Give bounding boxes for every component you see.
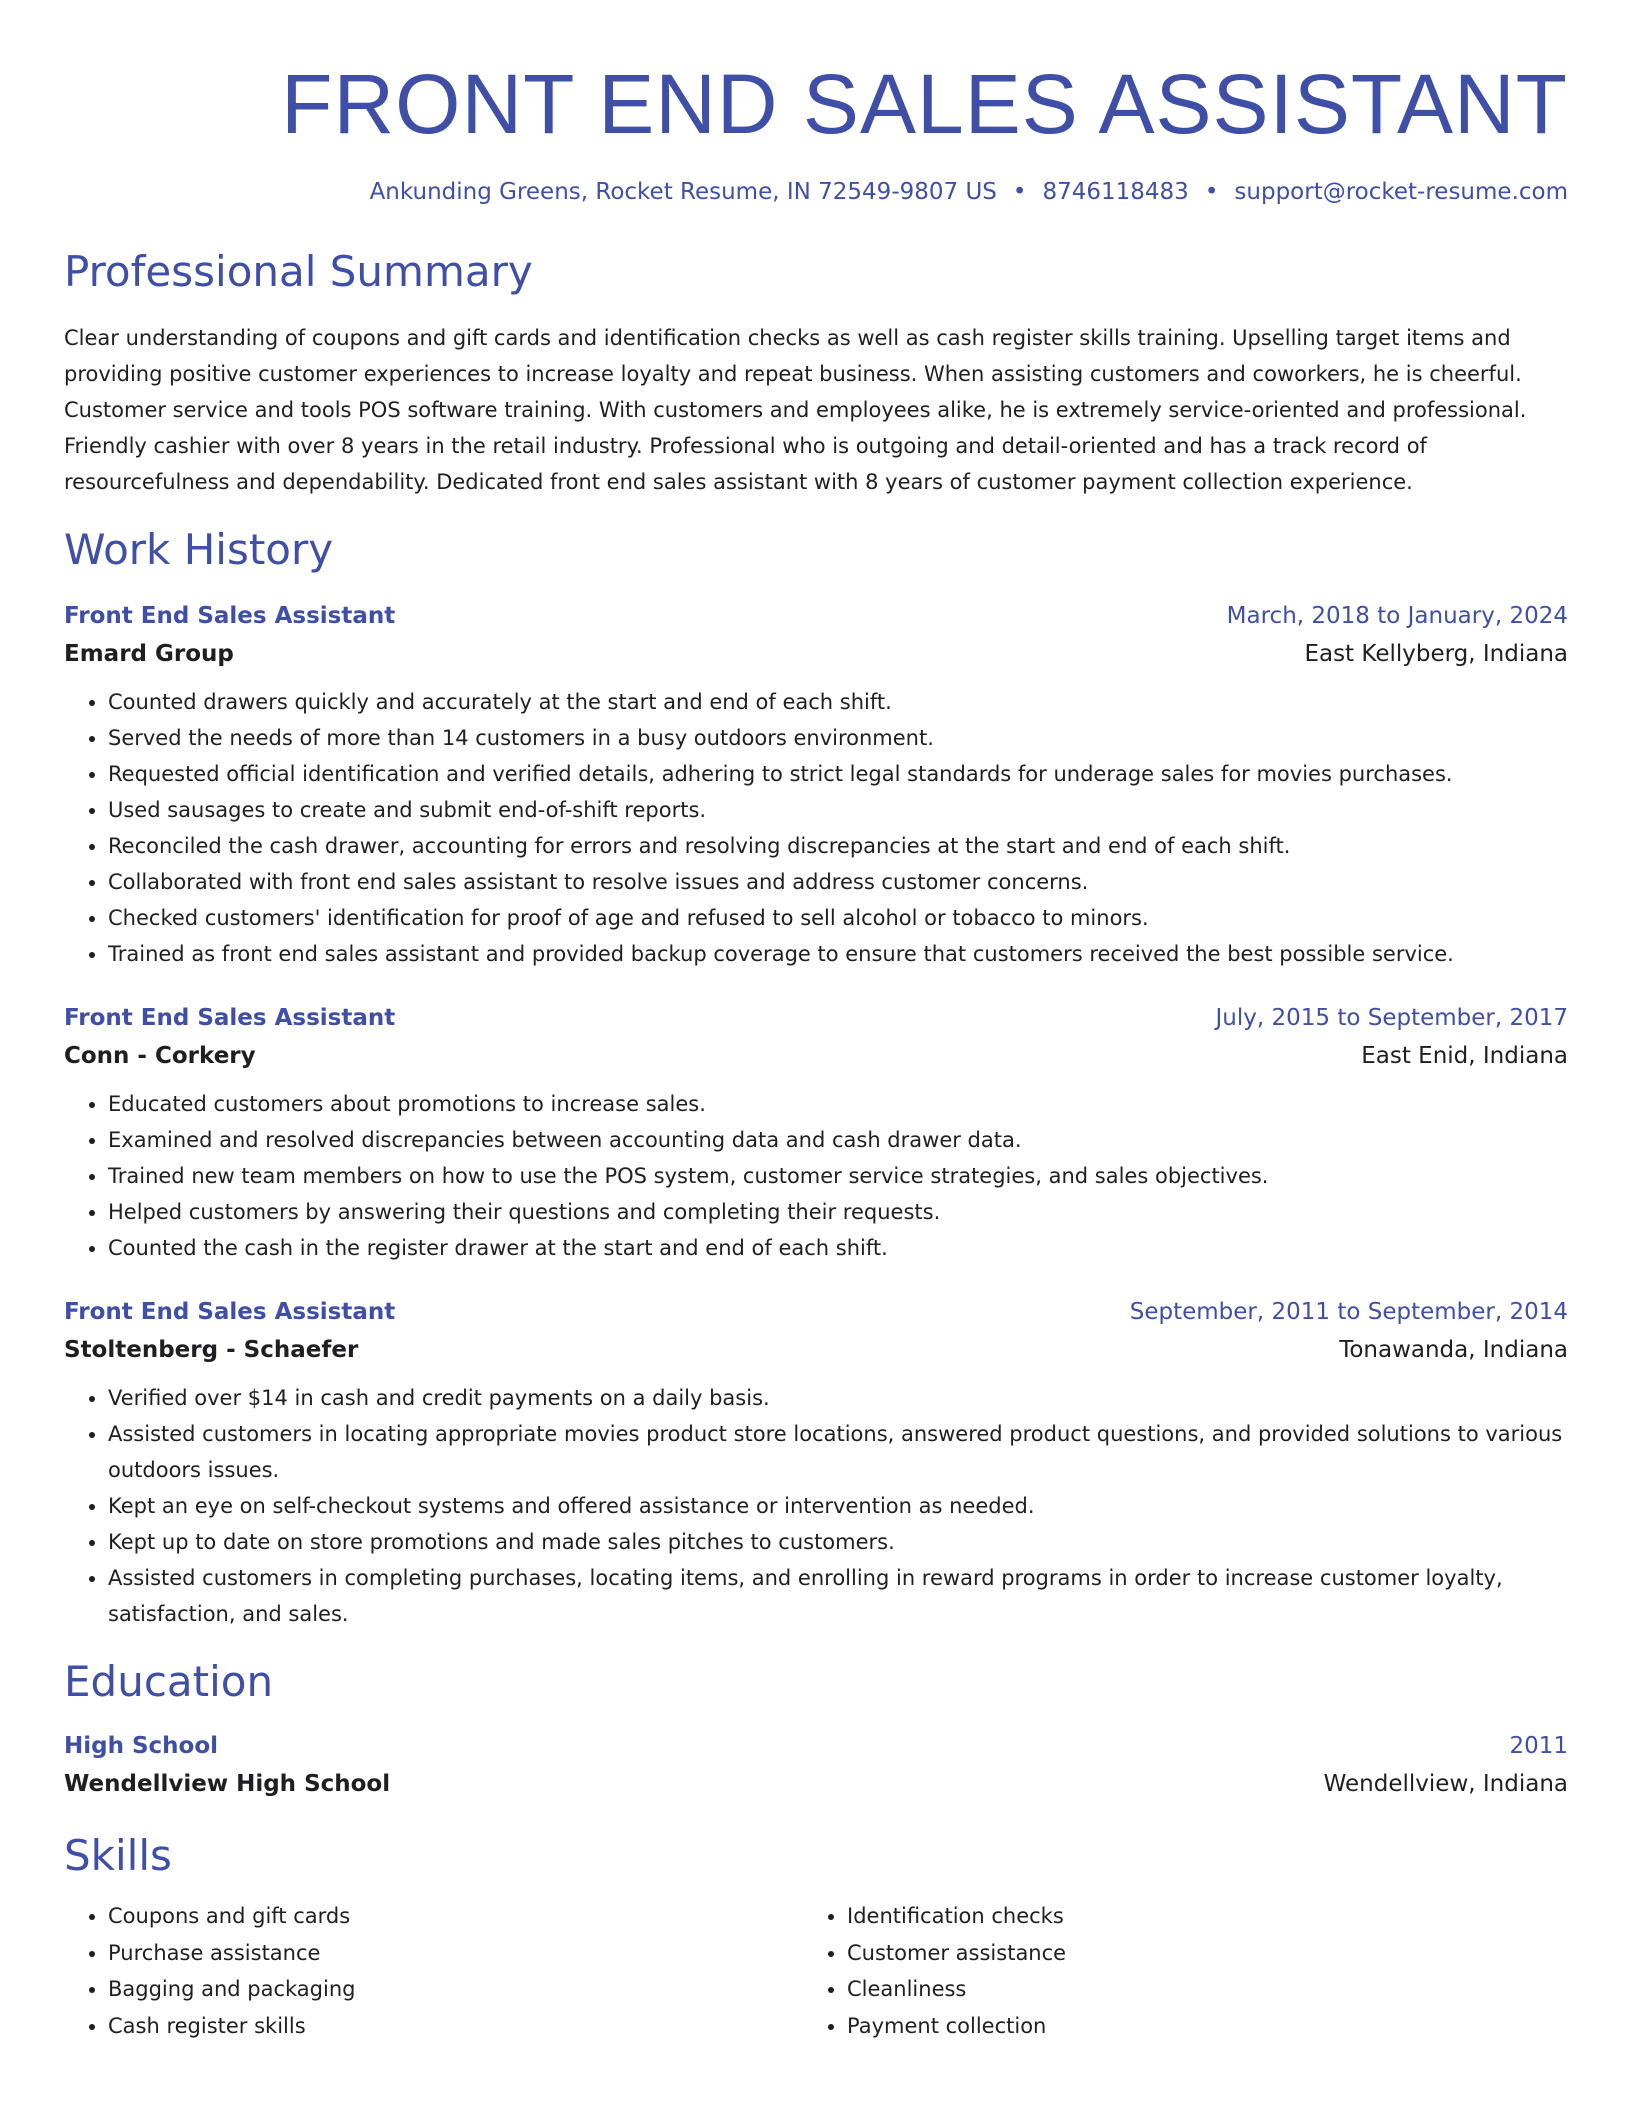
contact-email[interactable]: support@rocket-resume.com xyxy=(1234,179,1568,205)
skill-item: • Purchase assistance xyxy=(108,1935,803,1972)
summary-heading: Professional Summary xyxy=(64,247,533,296)
job-dates: September, 2011 to September, 2014 xyxy=(1129,1299,1568,1325)
job-bullet: • Used sausages to create and submit end-of-shift reports. xyxy=(108,792,1568,828)
education-school-row xyxy=(64,1764,1568,1804)
education-location: Wendellview, Indiana xyxy=(1323,1771,1568,1797)
job-bullet: • Served the needs of more than 14 customers in a busy outdoors environment. xyxy=(108,720,1568,756)
contact-address: Ankunding Greens, Rocket Resume, IN 72549-9807 US xyxy=(369,179,997,205)
skills-heading: Skills xyxy=(64,1831,172,1880)
job-bullet: • Collaborated with front end sales assistant to resolve issues and address customer concerns. xyxy=(108,864,1568,900)
skills-list-left xyxy=(64,1898,803,2044)
job-entry xyxy=(64,1000,1568,1266)
skills-list-right xyxy=(803,1898,1547,2044)
job-company: Emard Group xyxy=(64,641,234,667)
skills-columns xyxy=(64,1898,1568,2044)
job-location: East Enid, Indiana xyxy=(1361,1043,1568,1069)
job-dates: July, 2015 to September, 2017 xyxy=(1215,1005,1568,1031)
education-header-row xyxy=(64,1728,1568,1764)
job-company-row xyxy=(64,1036,1568,1076)
skill-item: • Customer assistance xyxy=(847,1935,1547,1972)
summary-text: Clear understanding of coupons and gift cards and identification checks as well as cash register skills training. Upselling target items and providing positive customer experiences to increase loyalty and repeat business. When assisting customers and coworkers, he is cheerful. Customer service and tools POS software training. With customers and employees alike, he is extremely service-oriented and professional. Friendly cashier with over 8 years in the retail industry. Professional who is outgoing and detail-oriented and has a track record of resourcefulness and dependability. Dedicated front end sales assistant with 8 years of customer payment collection experience. xyxy=(64,326,1527,494)
job-bullet: • Assisted customers in completing purchases, locating items, and enrolling in reward programs in order to increase customer loyalty, satisfaction, and sales. xyxy=(108,1560,1568,1632)
job-bullet: • Trained as front end sales assistant and provided backup coverage to ensure that customers received the best possible service. xyxy=(108,936,1568,972)
contact-phone: 8746118483 xyxy=(1042,179,1189,205)
job-bullet: • Examined and resolved discrepancies between accounting data and cash drawer data. xyxy=(108,1122,1568,1158)
job-bullet: • Educated customers about promotions to increase sales. xyxy=(108,1086,1568,1122)
job-title: Front End Sales Assistant xyxy=(64,1005,396,1031)
contact-line xyxy=(64,176,1568,208)
job-company: Conn - Corkery xyxy=(64,1043,256,1069)
job-bullets xyxy=(64,1086,1568,1266)
contact-separator: • xyxy=(1012,179,1027,205)
job-bullet: • Counted the cash in the register drawer at the start and end of each shift. xyxy=(108,1230,1568,1266)
education-heading: Education xyxy=(64,1657,274,1706)
job-bullets xyxy=(64,1380,1568,1632)
education-school: Wendellview High School xyxy=(64,1771,391,1797)
resume-page xyxy=(64,0,1568,2044)
job-bullet: • Kept an eye on self-checkout systems and offered assistance or intervention as needed. xyxy=(108,1488,1568,1524)
education-degree: High School xyxy=(64,1733,219,1759)
skill-item: • Bagging and packaging xyxy=(108,1971,803,2008)
job-header-row xyxy=(64,598,1568,634)
education-entry xyxy=(64,1728,1568,1804)
job-header-row xyxy=(64,1294,1568,1330)
skill-item: • Cleanliness xyxy=(847,1971,1547,2008)
job-bullet: • Trained new team members on how to use the POS system, customer service strategies, and sales objectives. xyxy=(108,1158,1568,1194)
skill-item: • Identification checks xyxy=(847,1898,1547,1935)
skill-item: • Coupons and gift cards xyxy=(108,1898,803,1935)
job-bullet: • Assisted customers in locating appropriate movies product store locations, answered product questions, and provided solutions to various outdoors issues. xyxy=(108,1416,1568,1488)
job-company: Stoltenberg - Schaefer xyxy=(64,1337,359,1363)
job-bullets xyxy=(64,684,1568,972)
job-entry xyxy=(64,598,1568,972)
job-bullet: • Reconciled the cash drawer, accounting for errors and resolving discrepancies at the start and end of each shift. xyxy=(108,828,1568,864)
job-bullet: • Kept up to date on store promotions and made sales pitches to customers. xyxy=(108,1524,1568,1560)
job-dates: March, 2018 to January, 2024 xyxy=(1226,603,1568,629)
work-history-heading: Work History xyxy=(64,525,334,574)
contact-separator: • xyxy=(1204,179,1219,205)
job-bullet: • Checked customers' identification for proof of age and refused to sell alcohol or tobacco to minors. xyxy=(108,900,1568,936)
job-location: Tonawanda, Indiana xyxy=(1339,1337,1568,1363)
job-bullet: • Helped customers by answering their questions and completing their requests. xyxy=(108,1194,1568,1230)
job-bullet: • Counted drawers quickly and accurately at the start and end of each shift. xyxy=(108,684,1568,720)
job-bullet: • Verified over $14 in cash and credit payments on a daily basis. xyxy=(108,1380,1568,1416)
education-year: 2011 xyxy=(1509,1733,1568,1759)
resume-name: FRONT END SALES ASSISTANT xyxy=(281,57,1568,151)
job-company-row xyxy=(64,1330,1568,1370)
job-location: East Kellyberg, Indiana xyxy=(1304,641,1568,667)
skill-item: • Payment collection xyxy=(847,2008,1547,2045)
job-title: Front End Sales Assistant xyxy=(64,1299,396,1325)
job-entry xyxy=(64,1294,1568,1632)
job-bullet: • Requested official identification and verified details, adhering to strict legal standards for underage sales for movies purchases. xyxy=(108,756,1568,792)
skill-item: • Cash register skills xyxy=(108,2008,803,2045)
job-header-row xyxy=(64,1000,1568,1036)
job-title: Front End Sales Assistant xyxy=(64,603,396,629)
job-company-row xyxy=(64,634,1568,674)
